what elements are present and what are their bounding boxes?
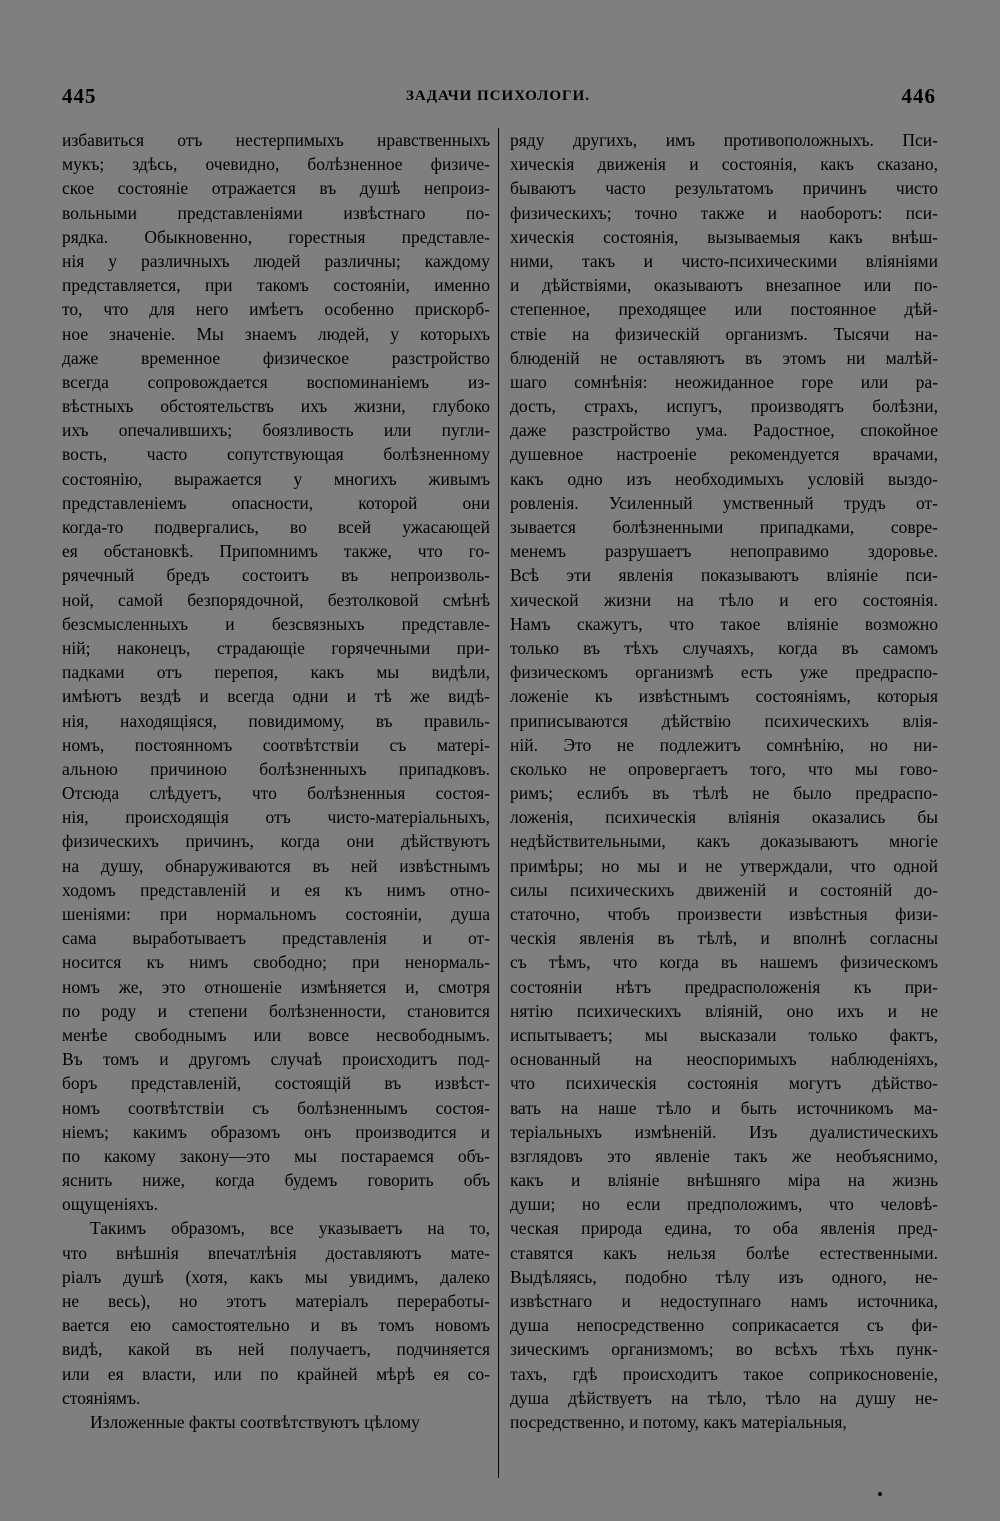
text-line: съ тѣмъ, что когда въ нашемъ физическомъ [510, 952, 938, 973]
text-line: ходомъ представленій и ея къ нимъ отно- [62, 879, 490, 900]
text-line: хическія состоянія, вызываемыя какъ внѣш- [510, 226, 938, 247]
text-line: представляется, при такомъ состояніи, именно [62, 275, 490, 296]
text-line: даже разстройство ума. Радостное, спокойное [510, 420, 938, 441]
text-line: ріалъ душѣ (хотя, какъ мы увидимъ, далеко [62, 1266, 490, 1287]
text-line: ствіе на физическій организмъ. Тысячи на- [510, 323, 938, 344]
text-line: яснить ниже, когда будемъ говорить объ [62, 1170, 490, 1191]
text-line: силы психическихъ движеній и состояній до- [510, 879, 938, 900]
text-line: дость, страхъ, испугъ, производятъ болѣзни, [510, 396, 938, 417]
page-header [60, 84, 936, 114]
text-line: боръ представленій, состоящій въ извѣст- [62, 1073, 490, 1094]
page-number-left: 445 [62, 84, 97, 108]
text-line: по роду и степени болѣзненности, становится [62, 1000, 490, 1021]
text-line: или ея власти, или по крайней мѣрѣ ея со- [62, 1363, 490, 1384]
text-line: статочно, чтобъ произвести извѣстныя физи- [510, 904, 938, 924]
text-line: вѣстныхъ обстоятельствъ ихъ жизни, глубоко [62, 396, 490, 417]
text-line: взглядовъ это явленіе такъ же необъяснимо, [510, 1145, 938, 1166]
text-line: душа дѣйствуетъ на тѣло, тѣло на душу не- [510, 1387, 938, 1408]
text-line: менемъ разрушаетъ непоправимо здоровье. [510, 541, 938, 562]
text-line: на душу, обнаруживаются въ ней извѣстнымъ [62, 855, 490, 876]
text-line: имѣютъ вездѣ и всегда одни и тѣ же видѣ- [62, 686, 490, 707]
text-line: вость, часто сопутствующая болѣзненному [62, 444, 490, 465]
right-column [510, 128, 938, 1434]
text-line: мукъ; здѣсь, очевидно, болѣзненное физиче- [62, 154, 490, 175]
text-line: Отсюда слѣдуетъ, что болѣзненныя состоя- [62, 783, 490, 804]
text-line: зическимъ организмомъ; во всѣхъ тѣхъ пунк- [510, 1339, 938, 1360]
text-line: примѣры; но мы и не утверждали, что одной [510, 855, 938, 876]
text-line: шаго сомнѣнія: неожиданное горе или ра- [510, 371, 938, 392]
text-line: Выдѣляясь, подобно тѣлу изъ одного, не- [510, 1266, 938, 1287]
text-line: шеніями: при нормальномъ состояніи, душа [62, 904, 490, 924]
text-line: приписываются дѣйствію психическихъ влія- [510, 710, 938, 731]
text-line: вольными представленіями извѣстнаго по- [62, 202, 490, 223]
text-line: Всѣ эти явленія показываютъ вліяніе пси- [510, 565, 938, 586]
text-line: что внѣшнія впечатлѣнія доставляютъ мате- [62, 1242, 490, 1263]
text-line: рядка. Обыкновенно, горестныя представле- [62, 226, 490, 247]
text-line: видѣ, какой въ ней получаетъ, подчиняется [62, 1339, 490, 1360]
text-line: нятію психическихъ вліяній, оно ихъ и не [510, 1000, 938, 1021]
text-line: даже временное физическое разстройство [62, 347, 490, 368]
text-line: ческая природа едина, то оба явленія пред- [510, 1218, 938, 1239]
text-line: ихъ опечалившихъ; боязливость или пугли- [62, 420, 490, 441]
left-column [62, 128, 490, 1434]
text-line: ной, самой безпорядочной, безтолковой смѣнѣ [62, 589, 490, 610]
text-line: ними, такъ и чисто-психическими вліяніями [510, 250, 938, 271]
text-line: теріальныхъ измѣненій. Изъ дуалистическихъ [510, 1121, 938, 1142]
text-line: посредственно, и потому, какъ матеріальныя, [510, 1411, 847, 1432]
text-line: ея обстановкѣ. Припомнимъ также, что го- [62, 541, 490, 562]
print-speck [878, 1492, 882, 1496]
text-line: состоянію, выражается у многихъ живымъ [62, 468, 490, 489]
text-line: вать на наше тѣло и быть источникомъ ма- [510, 1097, 938, 1118]
text-line: представленіемъ опасности, которой они [62, 492, 490, 513]
text-line: хической жизни на тѣло и его состоянія. [510, 589, 938, 610]
text-line: души; но если предположимъ, что человѣ- [510, 1194, 938, 1215]
text-line: основанный на неоспоримыхъ наблюденіяхъ, [510, 1049, 938, 1070]
text-line: стояніямъ. [62, 1387, 141, 1408]
text-line: тахъ, гдѣ происходитъ такое соприкосновеніе, [510, 1363, 938, 1384]
text-line: всегда сопровождается воспоминаніемъ из- [62, 371, 490, 392]
page-number-right: 446 [901, 84, 936, 108]
text-line: блюденій не оставляютъ въ этомъ ни малѣй- [510, 347, 938, 368]
text-line: ній; наконецъ, страдающіе горячечными при- [62, 637, 490, 658]
column-divider [498, 128, 499, 1478]
text-line: сколько не опровергаетъ того, что мы гово- [510, 758, 938, 779]
text-line: римъ; еслибъ въ тѣлѣ не было предраспо- [510, 783, 938, 804]
text-line: степенное, преходящее или постоянное дѣй- [510, 299, 938, 320]
text-line: ровленія. Усиленный умственный трудъ от- [510, 492, 938, 513]
text-line: только въ тѣхъ случаяхъ, когда въ самомъ [510, 637, 938, 658]
text-line: менѣе свободнымъ или вовсе несвободнымъ. [62, 1024, 490, 1045]
text-line: нія, находящіяся, повидимому, въ правиль- [62, 710, 490, 731]
text-line: испытываетъ; мы высказали только фактъ, [510, 1024, 938, 1045]
text-line: носится къ нимъ свободно; при ненормаль- [62, 952, 490, 973]
text-line: вается ею самостоятельно и въ томъ новомъ [62, 1315, 490, 1336]
text-line: ложеніе къ извѣстнымъ состояніямъ, которыя [510, 686, 938, 707]
text-line: рячечный бредъ состоитъ въ непроизволь- [62, 565, 490, 586]
text-line: то, что для него имѣетъ особенно прискорб- [62, 299, 490, 320]
text-line: ній. Это не подлежитъ сомнѣнію, но ни- [510, 734, 938, 755]
text-line: какъ и вліяніе внѣшняго міра на жизнь [510, 1170, 938, 1191]
text-line: извѣстнаго и недоступнаго намъ источника, [510, 1291, 938, 1311]
text-line: ложенія, психическія вліянія оказались бы [510, 807, 938, 828]
text-line: физическихъ причинъ, когда они дѣйствуютъ [62, 831, 490, 852]
text-line: альною причиною болѣзненныхъ припадковъ. [62, 758, 490, 779]
text-line: ное значеніе. Мы знаемъ людей, у которыхъ [62, 323, 490, 344]
text-line: падками отъ перепоя, какъ мы видѣли, [62, 662, 490, 683]
text-line: физическомъ организмѣ есть уже предраспо- [510, 662, 938, 683]
text-line: номъ, постоянномъ соотвѣтствіи съ матері- [62, 734, 490, 755]
text-line: ское состояніе отражается въ душѣ непроиз- [62, 178, 490, 199]
text-line: сама выработываетъ представленія и от- [62, 928, 490, 949]
text-line: нія у различныхъ людей различны; каждому [62, 250, 490, 271]
text-line: Такимъ образомъ, все указываетъ на то, [90, 1218, 490, 1239]
text-line: бываютъ часто результатомъ причинъ чисто [510, 178, 938, 199]
text-line: душа непосредственно соприкасается съ фи- [510, 1315, 938, 1336]
text-line: номъ соотвѣтствіи съ болѣзненнымъ состоя- [62, 1097, 490, 1118]
text-line: ческія явленія въ тѣлѣ, и вполнѣ согласны [510, 928, 938, 949]
text-line: состояніи нѣтъ предрасположенія къ при- [510, 976, 938, 997]
text-line: Намъ скажутъ, что такое вліяніе возможно [510, 613, 938, 634]
text-line: когда-то подвергались, во всей ужасающей [62, 517, 490, 537]
text-line: ставятся какъ нельзя болѣе естественными. [510, 1242, 938, 1263]
text-line: хическія движенія и состоянія, какъ сказано, [510, 154, 938, 175]
text-line: физическихъ; точно также и наоборотъ: пси- [510, 202, 938, 223]
text-line: избавиться отъ нестерпимыхъ нравственныхъ [62, 130, 490, 150]
text-line: нія, происходящія отъ чисто-матеріальныхъ, [62, 807, 490, 828]
text-line: зывается болѣзненными припадками, совре- [510, 517, 938, 537]
text-line: по какому закону—это мы постараемся объ- [62, 1145, 490, 1166]
text-line: и дѣйствіями, оказываютъ внезапное или по- [510, 275, 938, 296]
running-title: ЗАДАЧИ ПСИХОЛОГИ. [405, 88, 590, 104]
text-line: ніемъ; какимъ образомъ онъ производится и [62, 1121, 490, 1142]
text-line: какъ одно изъ необходимыхъ условій выздо- [510, 468, 938, 489]
text-line: ряду другихъ, имъ противоположныхъ. Пси- [510, 130, 938, 150]
text-line: Изложенные факты соотвѣтствуютъ цѣлому [90, 1411, 420, 1432]
text-line: что психическія состоянія могутъ дѣйство- [510, 1073, 938, 1094]
text-line: безсмысленныхъ и безсвязныхъ представле- [62, 613, 490, 634]
text-line: недѣйствительными, какъ доказываютъ многіе [510, 831, 938, 852]
text-line: ощущеніяхъ. [62, 1194, 159, 1215]
text-line: Въ томъ и другомъ случаѣ происходитъ под- [62, 1049, 490, 1070]
text-line: не весь), но этотъ матеріалъ переработы- [62, 1291, 490, 1311]
text-line: душевное настроеніе рекомендуется врачами, [510, 444, 938, 465]
text-line: номъ же, это отношеніе измѣняется и, смотря [62, 976, 490, 997]
